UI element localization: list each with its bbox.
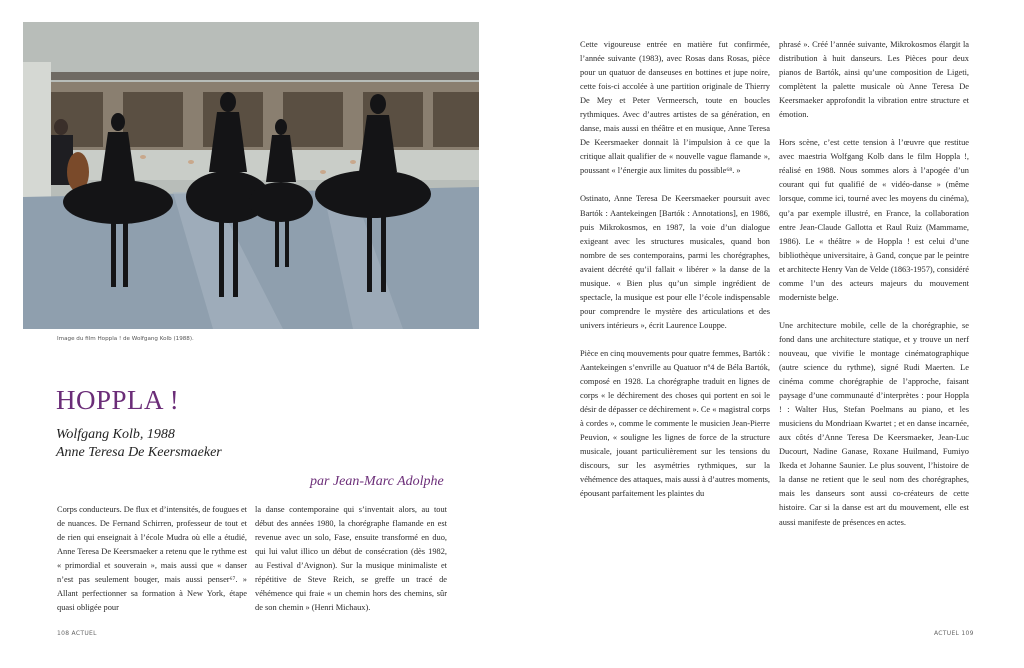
text-column-1 (57, 503, 247, 629)
paragraph: Une architecture mobile, celle de la chorégraphie, se fond dans une architecture statique, et y trouve un nerf nouveau, que vivifie le montage cinématographique (autre science du rythme), signé Rudi Maerten. Le cinéma comme chorégraphie de l’approche, faisant paysage d’une communauté d’interprètes : pour Hoppla ! : Walter Hus, Stefan Poelmans au piano, et les musiciens du Mondriaan Kwartet ; et en danse incarnée, aux côtés d’Anne Teresa De Keersmaeker, Jean-Luc Ducourt, Nadine Ganase, Roxane Huilmand, Fumiyo Ikeda et Johanne Saunier. Le plus souvent, l’histoire de la danse ne retient que le seul nom des chorégraphes, mais les danseurs sont aussi co-créateurs de cette histoire. Car si la danse est art du mouvement, elle est aussi manifeste de présences en actes. (779, 320, 969, 527)
article-title: HOPPLA ! (56, 385, 180, 415)
text-column-4 (779, 38, 969, 544)
subtitle-director: Wolfgang Kolb, 1988 (56, 427, 175, 442)
paragraph: Pièce en cinq mouvements pour quatre femmes, Bartók : Aantekeingen s’envrille au Quatuor nº4 de Béla Bartók, composé en 1928. La chorégraphe traduit en lignes de corps « le déchirement des choses qui portent en soi le désir de dépasser ce déchirement ». Ce « magistral corps à cordes », comme le commente le musicien Jean-Pierre Peuvion, « souligne les lignes de force de la structure musicale, jouant particulièrement sur les tensions du discours, sur les asymétries rythmiques, sur la véhémence des attaques, mais aussi à d’autres moments, épousant parfaitement les plaintes du (580, 348, 771, 499)
article-byline: par Jean-Marc Adolphe (310, 474, 444, 489)
paragraph: phrasé ». Créé l’année suivante, Mikrokosmos élargit la distribution à huit danseurs. Les Pièces pour deux pianos de Bartók, ainsi qu’une composition de Ligeti, complètent la palette musicale où Anne Teresa De Keersmaeker approfondit la vibration entre structure et émotion. (779, 40, 969, 120)
film-still-photo (23, 22, 479, 329)
article-subtitle (56, 426, 222, 462)
film-still-image (23, 22, 479, 329)
paragraph: la danse contemporaine qui s’inventait alors, au tout début des années 1980, la chorégraphe flamande en est revenue avec un solo, Fase, ensuite transformé en duo, qui lui valut illico un début de consécration (dès 1982, au Festival d’Avignon). Sur la musique minimaliste et répétitive de Steve Reich, se greffe un tracé de véhémence qui fraie « un chemin hors des chemins, sûr de son chemin » (Henri Michaux). (255, 505, 447, 613)
paragraph: Corps conducteurs. De flux et d’intensités, de fougues et de nuances. De Fernand Schirren, professeur de tout et de rien qui enseignait à l’école Mudra où elle a étudié, Anne Teresa De Keersmaeker a retenu que le rythme est « primordial et souverain », mais aussi que « danser n’est pas seulement bouger, mais aussi penser⁶⁷. » Allant perfectionner sa formation à New York, étape quasi obligée pour (57, 505, 247, 613)
subtitle-choreographer: Anne Teresa De Keersmaeker (56, 445, 222, 460)
page-number-left: 108 ACTUEL (57, 630, 97, 637)
paragraph: Cette vigoureuse entrée en matière fut confirmée, l’année suivante (1983), avec Rosas dans Rosas, pièce pour un quatuor de danseuses en bottines et jupe noire, cette fois-ci accolée à une partition originale de Thierry De Mey et Peter Vermeersch, toute en boucles rythmiques. Avec d’autres artistes de sa génération, en danse, mais aussi en théâtre et en musique, Anne Teresa De Keersmaeker donnait là l’impulsion à ce que la critique allait qualifier de « nouvelle vague flamande », poussant « l’énergie aux limites du possible⁶⁸. » (580, 40, 770, 176)
photo-caption: Image du film Hoppla ! de Wolfgang Kolb (1988). (57, 336, 194, 342)
text-column-2 (255, 503, 447, 629)
text-column-3 (580, 38, 770, 515)
paragraph: Hors scène, c’est cette tension à l’œuvre que restitue avec maestria Wolfgang Kolb dans le film Hoppla !, réalisé en 1988. Nous sommes alors à l’apogée d’un courant qui fut qualifié de « vidéo-danse » (même lorsque, comme ici, tourné avec les moyens du cinéma), qu’a par exemple illustré, en France, la collaboration entre Jean-Claude Gallotta et Raul Ruiz (Mammame, 1986). Le « théâtre » de Hoppla ! est celui d’une bibliothèque universitaire, à Gand, conçue par le peintre et architecte Henry Van de Velde (1863-1957), considéré comme l’un des acteurs majeurs du mouvement moderniste belge. (779, 138, 969, 302)
paragraph: Ostinato, Anne Teresa De Keersmaeker poursuit avec Bartók : Aantekeingen [Bartók : Annotations], en 1986, puis Mikrokosmos, en 1987, la voie d’un dialogue exigeant avec les structures musicales, quand bon nombre de ses contemporains, parmi les chorégraphes, avaient décrété qu’il fallait « libérer » la danse de la musique. « Bien plus qu’un simple ingrédient de spectacle, la musique est pour elle l’école indispensable pour comprendre le mystère des articulations et des univers intérieurs », écrit Laurence Louppe. (580, 194, 770, 330)
page-number-right: ACTUEL 109 (934, 630, 974, 637)
